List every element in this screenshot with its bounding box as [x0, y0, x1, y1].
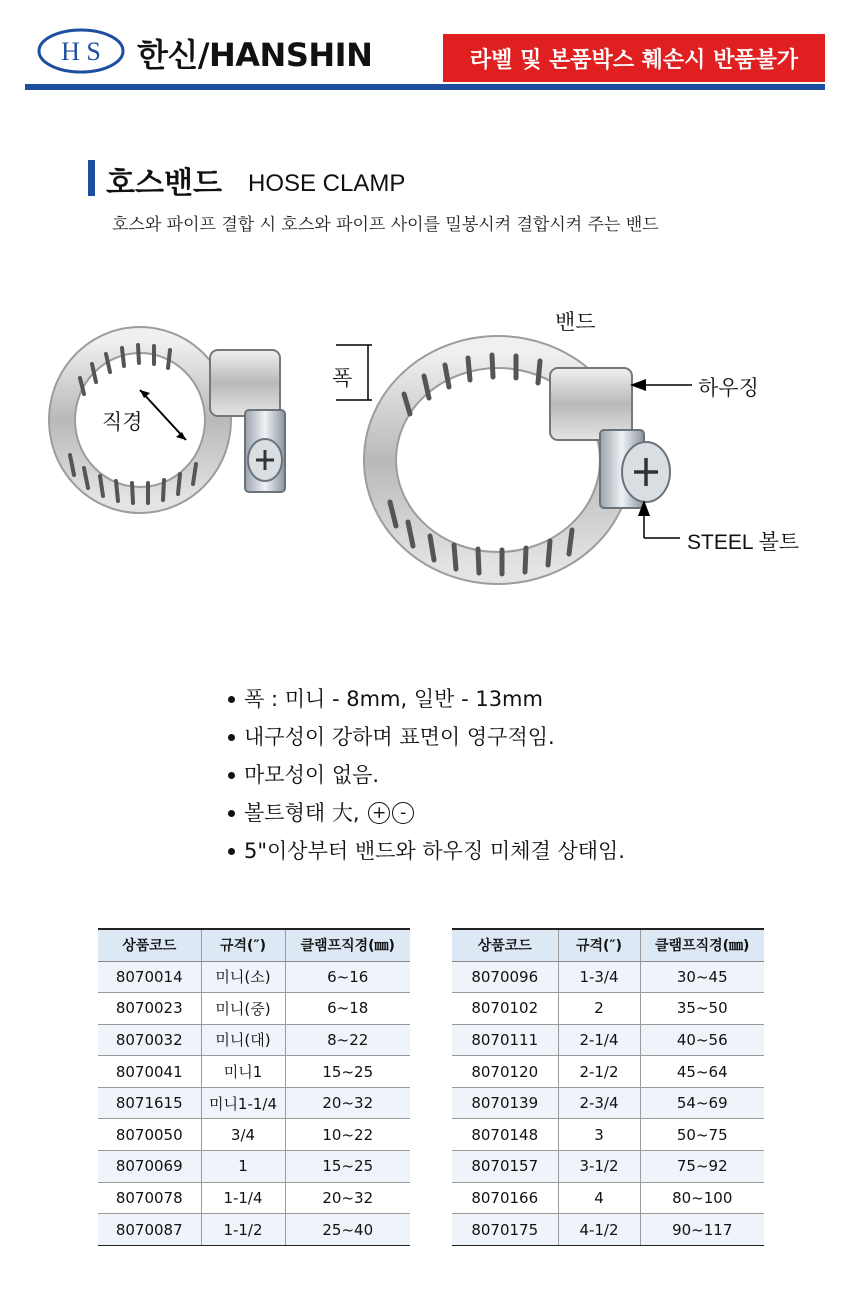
spec-table-left — [98, 928, 410, 1246]
feature-item: 마모성이 없음. — [228, 756, 625, 794]
cell-spec: 3-1/2 — [558, 1151, 640, 1183]
feature-item: 5"이상부터 밴드와 하우징 미체결 상태임. — [228, 832, 625, 870]
cell-spec: 미니(소) — [201, 961, 285, 993]
brand-name: 한신/HANSHIN — [137, 36, 373, 74]
cell-code: 8070041 — [98, 1056, 201, 1088]
cell-diameter: 75~92 — [640, 1151, 764, 1183]
small-clamp — [62, 340, 285, 503]
bullet-icon — [228, 810, 235, 817]
cell-diameter: 20~32 — [285, 1087, 410, 1119]
return-warning-badge: 라벨 및 본품박스 훼손시 반품불가 — [443, 34, 825, 82]
cell-diameter: 25~40 — [285, 1214, 410, 1246]
product-title-ko: 호스밴드 — [106, 166, 222, 201]
cell-spec: 미니1-1/4 — [201, 1087, 285, 1119]
label-housing: 하우징 — [698, 376, 759, 400]
label-band: 밴드 — [555, 310, 596, 334]
feature-item: 볼트형태 大, + - — [228, 794, 625, 832]
cell-code: 8070078 — [98, 1182, 201, 1214]
cell-diameter: 6~16 — [285, 961, 410, 993]
table-row — [452, 961, 764, 993]
table-row — [98, 1056, 410, 1088]
title-accent-bar — [88, 160, 95, 196]
cell-spec: 미니1 — [201, 1056, 285, 1088]
cell-spec: 4 — [558, 1182, 640, 1214]
large-clamp — [380, 352, 670, 574]
col-header-spec: 규격(″) — [201, 929, 285, 961]
cell-diameter: 10~22 — [285, 1119, 410, 1151]
cell-spec: 1-1/2 — [201, 1214, 285, 1246]
table-row — [98, 993, 410, 1025]
table-row — [98, 1024, 410, 1056]
bullet-icon — [228, 848, 235, 855]
col-header-code: 상품코드 — [452, 929, 558, 961]
col-header-diameter: 클램프직경(㎜) — [640, 929, 764, 961]
table-row — [98, 1151, 410, 1183]
cell-diameter: 15~25 — [285, 1151, 410, 1183]
table-row — [452, 1182, 764, 1214]
table-row — [98, 961, 410, 993]
table-row — [452, 1056, 764, 1088]
table-row — [98, 1087, 410, 1119]
cell-diameter: 80~100 — [640, 1182, 764, 1214]
cell-diameter: 6~18 — [285, 993, 410, 1025]
cell-diameter: 20~32 — [285, 1182, 410, 1214]
cell-diameter: 50~75 — [640, 1119, 764, 1151]
cell-code: 8070069 — [98, 1151, 201, 1183]
cell-code: 8070166 — [452, 1182, 558, 1214]
table-row — [98, 1182, 410, 1214]
page-header — [25, 22, 825, 90]
cell-code: 8070050 — [98, 1119, 201, 1151]
cell-spec: 2 — [558, 993, 640, 1025]
bullet-icon — [228, 696, 235, 703]
cell-spec: 3 — [558, 1119, 640, 1151]
cell-spec: 1 — [201, 1151, 285, 1183]
table-row — [452, 1214, 764, 1246]
cell-diameter: 15~25 — [285, 1056, 410, 1088]
cell-code: 8070102 — [452, 993, 558, 1025]
cell-spec: 3/4 — [201, 1119, 285, 1151]
cell-code: 8070111 — [452, 1024, 558, 1056]
cell-spec: 2-3/4 — [558, 1087, 640, 1119]
cell-diameter: 30~45 — [640, 961, 764, 993]
feature-item: 내구성이 강하며 표면이 영구적임. — [228, 718, 625, 756]
col-header-diameter: 클램프직경(㎜) — [285, 929, 410, 961]
label-diameter: 직경 — [102, 410, 143, 434]
cell-diameter: 35~50 — [640, 993, 764, 1025]
cell-diameter: 40~56 — [640, 1024, 764, 1056]
label-bolt: STEEL 볼트 — [687, 531, 800, 554]
cell-diameter: 8~22 — [285, 1024, 410, 1056]
cell-code: 8070157 — [452, 1151, 558, 1183]
table-row — [98, 1119, 410, 1151]
logo-text: H S — [61, 37, 101, 66]
cell-code: 8070087 — [98, 1214, 201, 1246]
cell-code: 8070148 — [452, 1119, 558, 1151]
cell-spec: 1-3/4 — [558, 961, 640, 993]
cell-code: 8070120 — [452, 1056, 558, 1088]
table-row — [98, 1214, 410, 1246]
cell-spec: 미니(대) — [201, 1024, 285, 1056]
col-header-spec: 규격(″) — [558, 929, 640, 961]
cell-spec: 2-1/4 — [558, 1024, 640, 1056]
table-row — [452, 1024, 764, 1056]
cell-code: 8070023 — [98, 993, 201, 1025]
product-description: 호스와 파이프 결합 시 호스와 파이프 사이를 밀봉시켜 결합시켜 주는 밴드 — [112, 215, 659, 235]
cell-spec: 4-1/2 — [558, 1214, 640, 1246]
cell-spec: 1-1/4 — [201, 1182, 285, 1214]
hs-logo — [37, 28, 125, 74]
cell-spec: 2-1/2 — [558, 1056, 640, 1088]
bullet-icon — [228, 772, 235, 779]
table-row — [452, 993, 764, 1025]
feature-item: 폭 : 미니 - 8mm, 일반 - 13mm — [228, 680, 625, 718]
minus-head-icon: - — [392, 802, 414, 824]
cell-code: 8070032 — [98, 1024, 201, 1056]
cell-code: 8070139 — [452, 1087, 558, 1119]
table-row — [452, 1151, 764, 1183]
cell-spec: 미니(중) — [201, 993, 285, 1025]
hose-clamp-diagram — [40, 290, 830, 590]
feature-list — [228, 680, 625, 870]
cell-code: 8071615 — [98, 1087, 201, 1119]
table-row — [452, 1119, 764, 1151]
cell-diameter: 45~64 — [640, 1056, 764, 1088]
cell-diameter: 90~117 — [640, 1214, 764, 1246]
cell-diameter: 54~69 — [640, 1087, 764, 1119]
bullet-icon — [228, 734, 235, 741]
cell-code: 8070175 — [452, 1214, 558, 1246]
label-width: 폭 — [332, 366, 353, 390]
plus-head-icon: + — [368, 802, 390, 824]
cell-code: 8070014 — [98, 961, 201, 993]
header-divider — [25, 84, 825, 90]
product-title-en: HOSE CLAMP — [248, 170, 406, 197]
cell-code: 8070096 — [452, 961, 558, 993]
col-header-code: 상품코드 — [98, 929, 201, 961]
table-row — [452, 1087, 764, 1119]
spec-table-right — [452, 928, 764, 1246]
